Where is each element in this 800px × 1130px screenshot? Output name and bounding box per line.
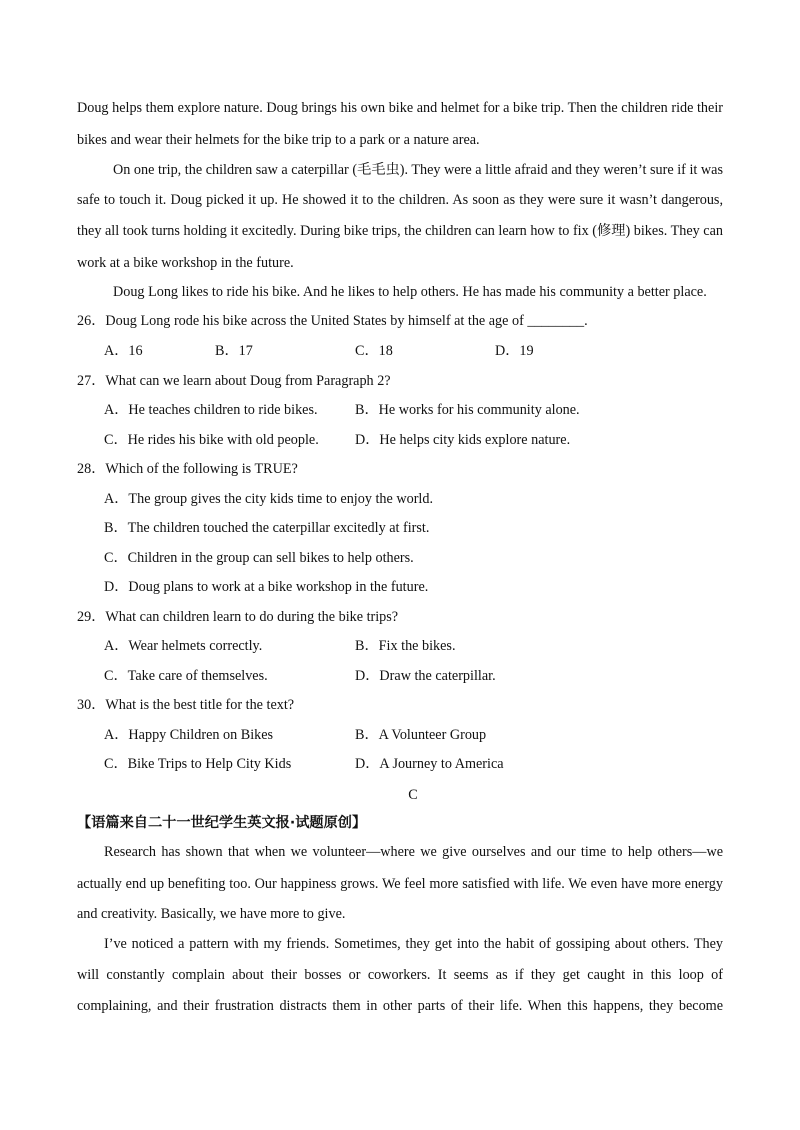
option-c: C．18 bbox=[355, 343, 393, 359]
question-stem: 29．What can children learn to do during the bike trips? bbox=[77, 609, 399, 625]
section-heading: C bbox=[408, 787, 418, 803]
option-a: A．16 bbox=[104, 343, 143, 359]
option-b: B．17 bbox=[215, 343, 253, 359]
option-d: D．A Journey to America bbox=[355, 756, 504, 772]
option-d: D．Doug plans to work at a bike workshop in the future. bbox=[104, 579, 429, 595]
option-b: B．A Volunteer Group bbox=[355, 727, 487, 743]
option-c: C．Children in the group can sell bikes to help others. bbox=[104, 550, 414, 566]
passage-source: 【语篇来自二十一世纪学生英文报·试题原创】 bbox=[77, 815, 367, 831]
option-d: D．Draw the caterpillar. bbox=[355, 668, 496, 684]
passage-c-line: actually end up benefiting too. Our happiness grows. We feel more satisfied with life. We even have more energy bbox=[77, 876, 723, 892]
passage-b-line: they all took turns holding it excitedly. During bike trips, the children can learn how to fix (修理) bikes. They can bbox=[77, 223, 723, 239]
option-a: A．Wear helmets correctly. bbox=[104, 638, 263, 654]
question-stem: 26．Doug Long rode his bike across the United States by himself at the age of ________. bbox=[77, 313, 588, 329]
passage-b-line: bikes and wear their helmets for the bike trip to a park or a nature area. bbox=[77, 132, 480, 148]
passage-c-line: I’ve noticed a pattern with my friends. Sometimes, they get into the habit of gossiping about others. They bbox=[104, 936, 723, 952]
option-b: B．The children touched the caterpillar excitedly at first. bbox=[104, 520, 430, 536]
option-c: C．Bike Trips to Help City Kids bbox=[104, 756, 292, 772]
question-stem: 28．Which of the following is TRUE? bbox=[77, 461, 298, 477]
passage-c-line: and creativity. Basically, we have more to give. bbox=[77, 906, 346, 922]
passage-b-line: Doug helps them explore nature. Doug brings his own bike and helmet for a bike trip. Then the children ride their bbox=[77, 100, 723, 116]
passage-c-line: will constantly complain about their bosses or coworkers. It seems as if they get caught in this loop of bbox=[77, 967, 723, 983]
question-stem: 30．What is the best title for the text? bbox=[77, 697, 295, 713]
passage-b-line: safe to touch it. Doug picked it up. He showed it to the children. As soon as they were sure it wasn’t dangerous, bbox=[77, 192, 723, 208]
option-d: D．He helps city kids explore nature. bbox=[355, 432, 571, 448]
option-a: A．The group gives the city kids time to enjoy the world. bbox=[104, 491, 434, 507]
passage-c-line: Research has shown that when we volunteer—where we give ourselves and our time to help others—we bbox=[104, 844, 723, 860]
passage-b-line: work at a bike workshop in the future. bbox=[77, 255, 294, 271]
question-stem: 27．What can we learn about Doug from Paragraph 2? bbox=[77, 373, 391, 389]
option-c: C．He rides his bike with old people. bbox=[104, 432, 319, 448]
option-a: A．Happy Children on Bikes bbox=[104, 727, 274, 743]
passage-b-line: On one trip, the children saw a caterpillar (毛毛虫). They were a little afraid and they weren’t sure if it was bbox=[113, 162, 723, 178]
option-c: C．Take care of themselves. bbox=[104, 668, 268, 684]
option-d: D．19 bbox=[495, 343, 534, 359]
option-b: B．He works for his community alone. bbox=[355, 402, 580, 418]
passage-c-line: complaining, and their frustration distracts them in other parts of their life. When this happens, they become bbox=[77, 998, 723, 1014]
option-b: B．Fix the bikes. bbox=[355, 638, 456, 654]
option-a: A．He teaches children to ride bikes. bbox=[104, 402, 318, 418]
passage-b-line: Doug Long likes to ride his bike. And he likes to help others. He has made his community a better place. bbox=[113, 284, 707, 300]
